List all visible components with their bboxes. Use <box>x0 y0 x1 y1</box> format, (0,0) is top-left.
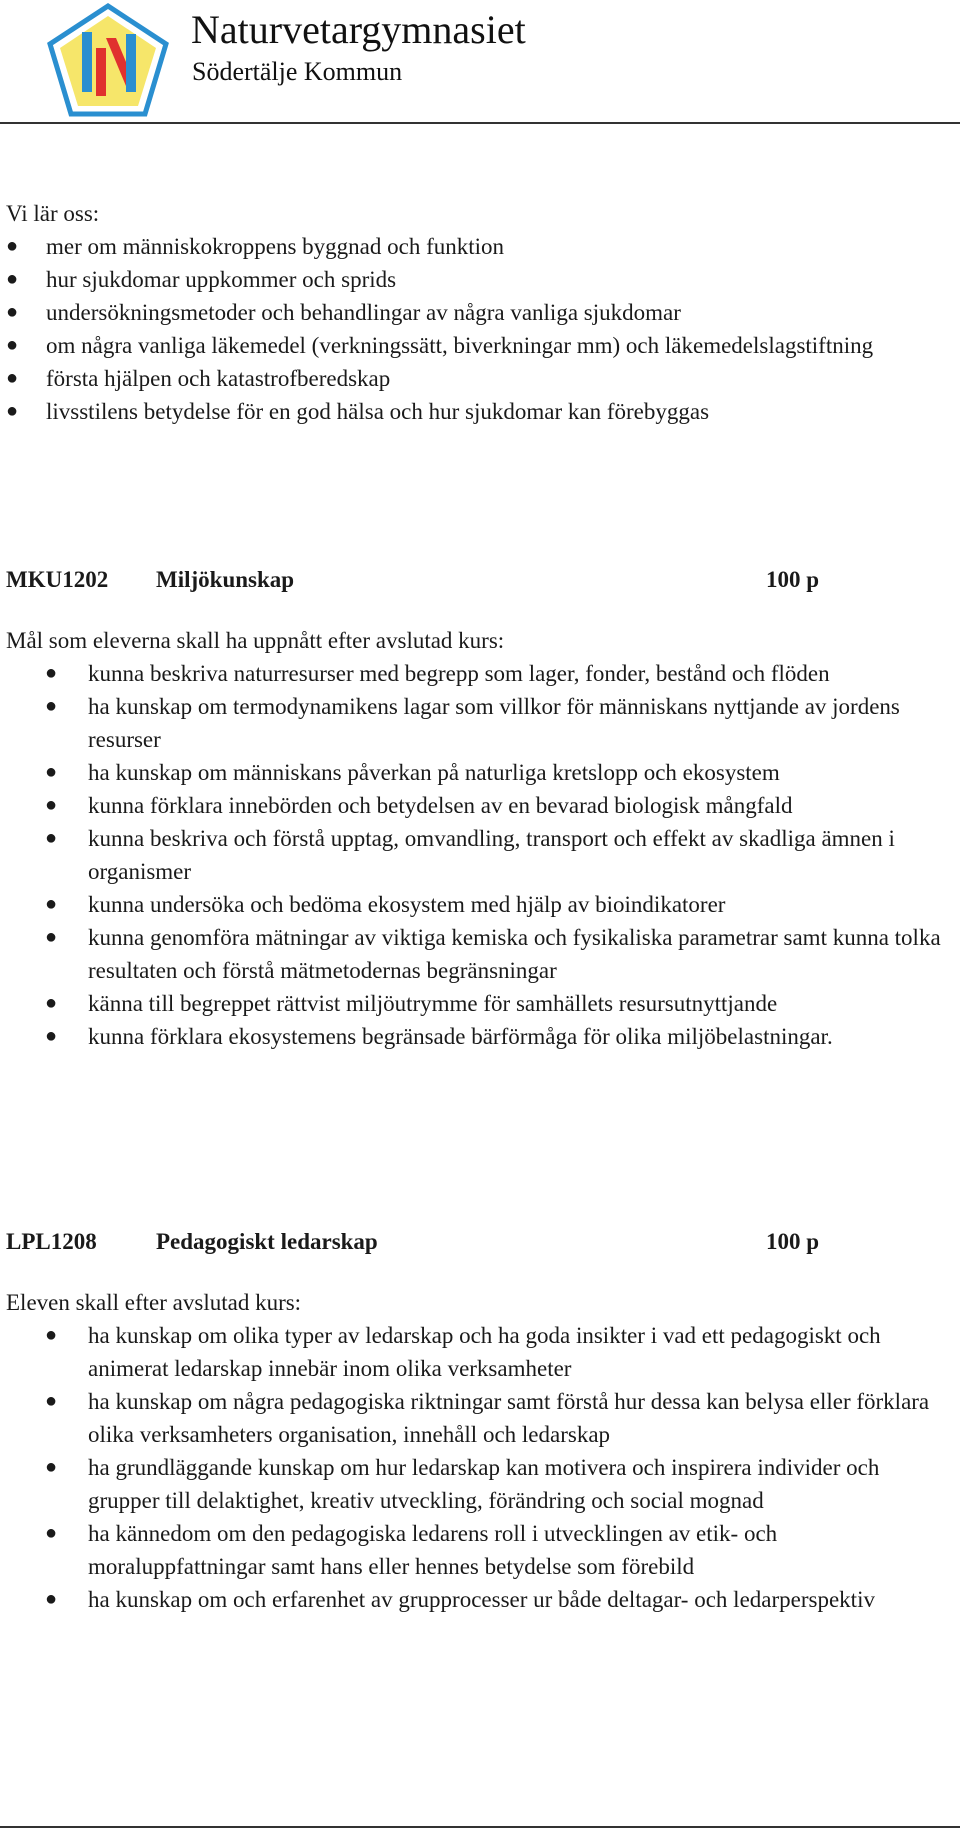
list-item: ● ha kunskap om olika typer av ledarskap och ha goda insikter i vad ett pedagogiskt och animerat ledarskap innebär inom olika verksamheter <box>6 1319 946 1385</box>
course-section-lpl1208 <box>6 1225 946 1616</box>
bullet-icon: ● <box>45 1025 58 1047</box>
list-item: ● kunna genomföra mätningar av viktiga kemiska och fysikaliska parametrar samt kunna tolka resultaten och förstå mätmetodernas begränsningar <box>6 921 946 987</box>
list-item: ● känna till begreppet rättvist miljöutrymme för samhällets resursutnyttjande <box>6 987 946 1020</box>
list-item: ● mer om människokroppens byggnad och funktion <box>6 230 946 263</box>
bullet-icon: ● <box>6 400 19 422</box>
footer-divider <box>0 1826 960 1828</box>
bullet-icon: ● <box>6 367 19 389</box>
bullet-icon: ● <box>45 794 58 816</box>
header-divider <box>0 122 960 124</box>
bullet-icon: ● <box>6 301 19 323</box>
page-header <box>0 0 960 124</box>
course-heading <box>6 563 946 596</box>
course-heading <box>6 1225 946 1258</box>
bullet-icon: ● <box>45 1324 58 1346</box>
school-subtitle: Södertälje Kommun <box>192 57 403 86</box>
list-item: ● om några vanliga läkemedel (verkningssätt, biverkningar mm) och läkemedelslagstiftning <box>6 329 946 362</box>
bullet-icon: ● <box>45 1456 58 1478</box>
school-logo <box>46 2 170 118</box>
list-item: ● kunna förklara ekosystemens begränsade bärförmåga för olika miljöbelastningar. <box>6 1020 946 1053</box>
bullet-icon: ● <box>45 695 58 717</box>
bullet-icon: ● <box>45 1588 58 1610</box>
list-item: ● kunna beskriva och förstå upptag, omvandling, transport och effekt av skadliga ämnen i organismer <box>6 822 946 888</box>
course-goal-list <box>6 657 946 1053</box>
bullet-icon: ● <box>45 761 58 783</box>
school-name: Naturvetargymnasiet <box>191 7 526 52</box>
course-points: 100 p <box>766 1229 820 1254</box>
list-item: ● första hjälpen och katastrofberedskap <box>6 362 946 395</box>
intro-section <box>6 197 946 428</box>
list-item: ● livsstilens betydelse för en god hälsa och hur sjukdomar kan förebyggas <box>6 395 946 428</box>
bullet-icon: ● <box>45 662 58 684</box>
bullet-icon: ● <box>45 827 58 849</box>
bullet-icon: ● <box>45 893 58 915</box>
list-item: ● ha kunskap om några pedagogiska riktningar samt förstå hur dessa kan belysa eller förklara olika verksamheters organisation, innehåll och ledarskap <box>6 1385 946 1451</box>
list-item: ● ha kunskap om termodynamikens lagar som villkor för människans nyttjande av jordens resurser <box>6 690 946 756</box>
list-item: ● ha kunskap om och erfarenhet av grupprocesser ur både deltagar- och ledarperspektiv <box>6 1583 946 1616</box>
list-item: ● hur sjukdomar uppkommer och sprids <box>6 263 946 296</box>
course-code: MKU1202 <box>6 567 109 592</box>
list-item: ● ha grundläggande kunskap om hur ledarskap kan motivera och inspirera individer och grupper till delaktighet, kreativ utveckling, förändring och social mognad <box>6 1451 946 1517</box>
list-item: ● ha kunskap om människans påverkan på naturliga kretslopp och ekosystem <box>6 756 946 789</box>
course-goal-heading: Mål som eleverna skall ha uppnått efter avslutad kurs: <box>6 628 505 653</box>
bullet-icon: ● <box>45 926 58 948</box>
course-name: Miljökunskap <box>156 567 295 592</box>
course-points: 100 p <box>766 567 820 592</box>
list-item: ● kunna undersöka och bedöma ekosystem med hjälp av bioindikatorer <box>6 888 946 921</box>
bullet-icon: ● <box>6 334 19 356</box>
list-item: ● undersökningsmetoder och behandlingar av några vanliga sjukdomar <box>6 296 946 329</box>
course-name: Pedagogiskt ledarskap <box>156 1229 378 1254</box>
bullet-icon: ● <box>45 1390 58 1412</box>
bullet-icon: ● <box>45 992 58 1014</box>
course-code: LPL1208 <box>6 1229 97 1254</box>
list-item: ● kunna beskriva naturresurser med begrepp som lager, fonder, bestånd och flöden <box>6 657 946 690</box>
intro-list <box>6 230 946 428</box>
course-goal-heading: Eleven skall efter avslutad kurs: <box>6 1290 302 1315</box>
bullet-icon: ● <box>6 268 19 290</box>
bullet-icon: ● <box>45 1522 58 1544</box>
course-goal-list <box>6 1319 946 1616</box>
bullet-icon: ● <box>6 235 19 257</box>
course-section-mku1202 <box>6 563 946 1053</box>
intro-heading: Vi lär oss: <box>6 201 100 226</box>
list-item: ● ha kännedom om den pedagogiska ledarens roll i utvecklingen av etik- och moraluppfattningar samt hans eller hennes betydelse som förebild <box>6 1517 946 1583</box>
list-item: ● kunna förklara innebörden och betydelsen av en bevarad biologisk mångfald <box>6 789 946 822</box>
